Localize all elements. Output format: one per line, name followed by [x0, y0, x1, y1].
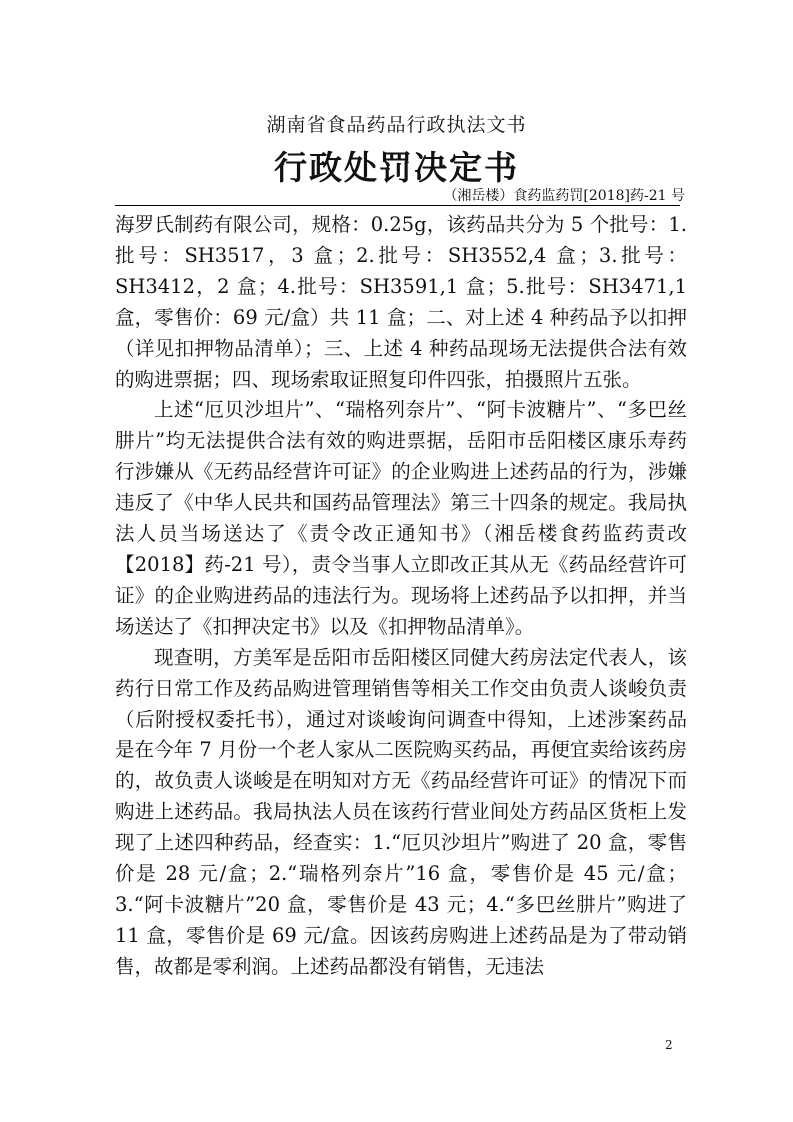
- body-paragraph: 海罗氏制药有限公司，规格：0.25g，该药品共分为 5 个批号：1.批号：SH3517，3 盒；2.批号：SH3552,4 盒；3.批号：SH3412，2 盒；4.批号：SH3591,1 盒；5.批号：SH3471,1 盒，零售价：69 元/盒）共 11 盒；二、对上述 4 种药品予以扣押（详见扣押物品清单）；三、上述 4 种药品现场无法提供合法有效的购进票据；四、现场索取证照复印件四张，拍摄照片五张。: [115, 213, 687, 391]
- document-number: （湘岳楼）食药监药罚[2018]药-21 号: [443, 188, 685, 204]
- header-divider: [115, 205, 680, 206]
- document-body: [115, 210, 687, 983]
- body-paragraph: 现查明，方美军是岳阳市岳阳楼区同健大药房法定代表人，该药行日常工作及药品购进管理销售等相关工作交由负责人谈峻负责（后附授权委托书），通过对谈峻询问调查中得知，上述涉案药品是在今年 7 月份一个老人家从二医院购买药品，再便宜卖给该药房的，故负责人谈峻是在明知对方无《药品经营许可证》的情况下而购进上述药品。我局执法人员在该药行营业间处方药品区货柜上发现了上述四种药品，经查实：1.“厄贝沙坦片”购进了 20 盒，零售价是 28 元/盒；2.“瑞格列奈片”16 盒，零售价是 45 元/盒；3.“阿卡波糖片”20 盒，零售价是 43 元；4.“多巴丝肼片”购进了 11 盒，零售价是 69 元/盒。因该药房购进上述药品是为了带动销售，故都是零利润。上述药品都没有销售，无违法: [115, 645, 687, 978]
- document-title: 行政处罚决定书: [274, 148, 519, 187]
- page-number: 2: [665, 1038, 673, 1052]
- document-header-organization: 湖南省食品药品行政执法文书: [266, 114, 527, 136]
- body-paragraph: 上述“厄贝沙坦片”、“瑞格列奈片”、“阿卡波糖片”、“多巴丝肼片”均无法提供合法有效的购进票据，岳阳市岳阳楼区康乐寿药行涉嫌从《无药品经营许可证》的企业购进上述药品的行为，涉嫌违反了《中华人民共和国药品管理法》第三十四条的规定。我局执法人员当场送达了《责令改正通知书》（湘岳楼食药监药责改【2018】药-21 号），责令当事人立即改正其从无《药品经营许可证》的企业购进药品的违法行为。现场将上述药品予以扣押，并当场送达了《扣押决定书》以及《扣押物品清单》。: [115, 398, 687, 638]
